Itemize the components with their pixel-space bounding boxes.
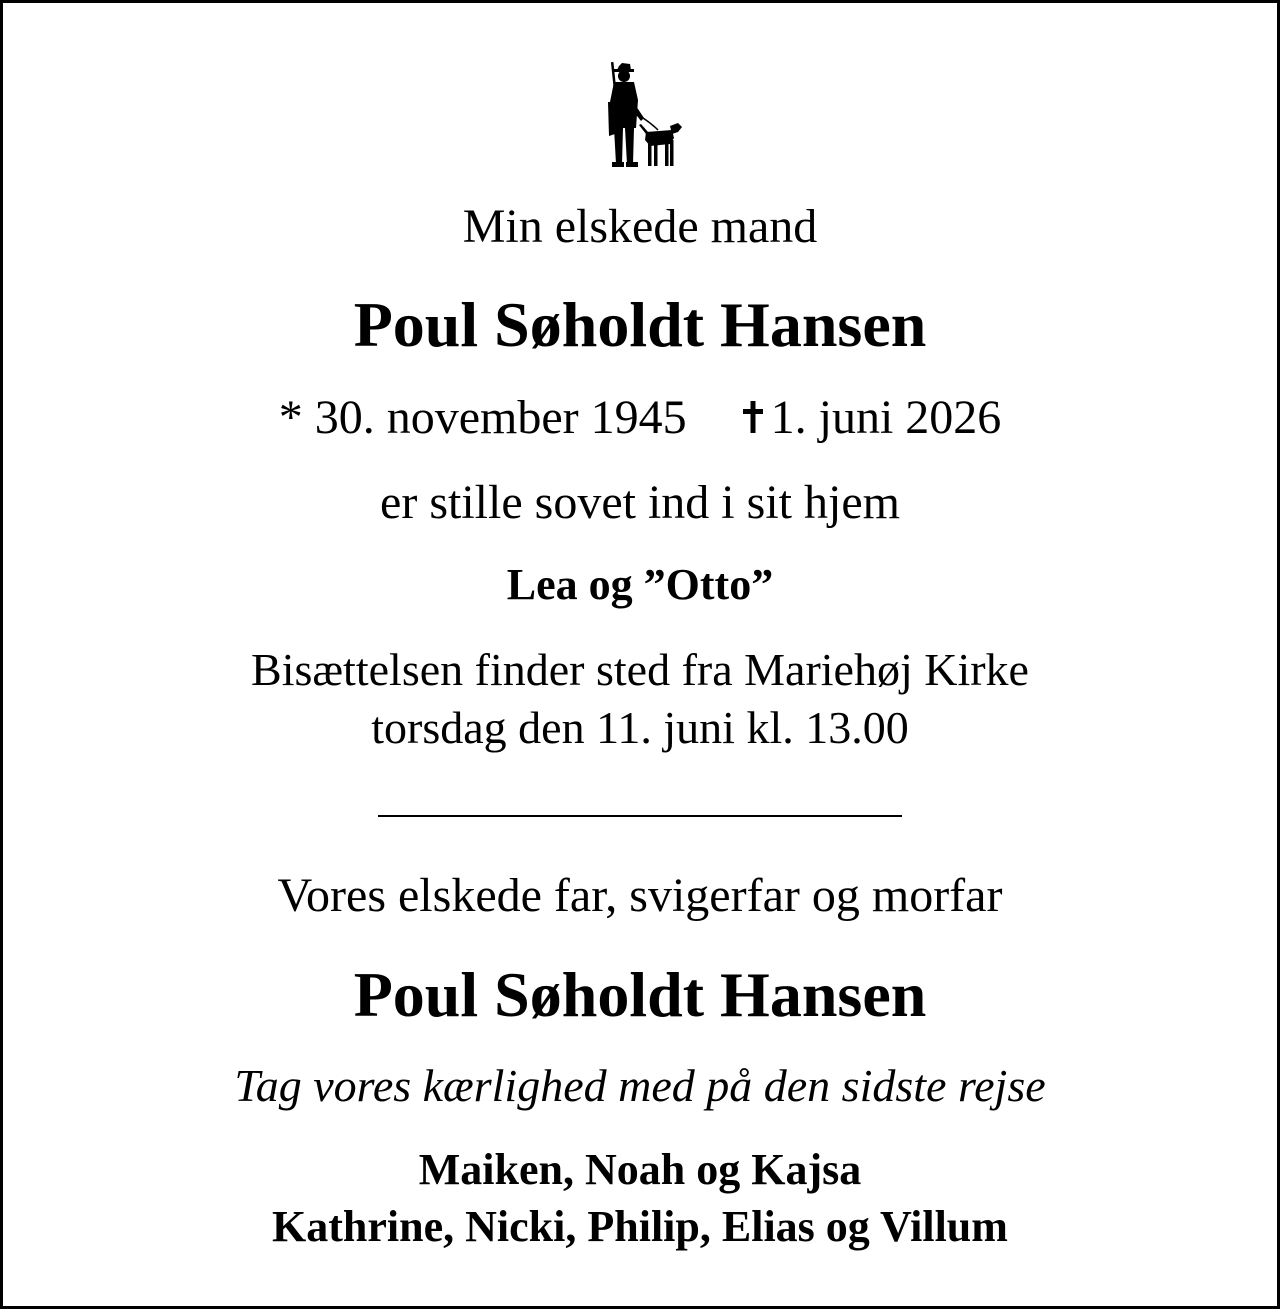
cross-icon xyxy=(743,401,763,433)
notice-one-dates xyxy=(0,391,1280,444)
notice-one-intro: Min elskede mand xyxy=(462,200,818,253)
notice-two-intro: Vores elskede far, svigerfar og morfar xyxy=(277,869,1003,922)
death-date: 1. juni 2026 xyxy=(770,391,1002,444)
notice-one-signed-by: Lea og ”Otto” xyxy=(506,560,774,609)
hunter-with-dog-icon xyxy=(600,60,682,170)
funeral-info-line-1: Bisættelsen finder sted fra Mariehøj Kirke xyxy=(251,644,1029,695)
notice-one-deceased-name: Poul Søholdt Hansen xyxy=(353,289,927,360)
notice-two-quote: Tag vores kærlighed med på den sidste rejse xyxy=(234,1060,1046,1111)
notice-two-signed-by-line-1: Maiken, Noah og Kajsa xyxy=(418,1145,862,1194)
born-marker: * xyxy=(278,391,303,444)
notice-two-deceased-name: Poul Søholdt Hansen xyxy=(353,959,927,1030)
funeral-info-line-2: torsdag den 11. juni kl. 13.00 xyxy=(371,702,909,753)
notice-one-passed-text: er stille sovet ind i sit hjem xyxy=(380,476,900,529)
notice-two-signed-by-line-2: Kathrine, Nicki, Philip, Elias og Villum xyxy=(272,1202,1008,1251)
birth-date: 30. november 1945 xyxy=(314,391,687,444)
section-divider xyxy=(378,815,902,817)
